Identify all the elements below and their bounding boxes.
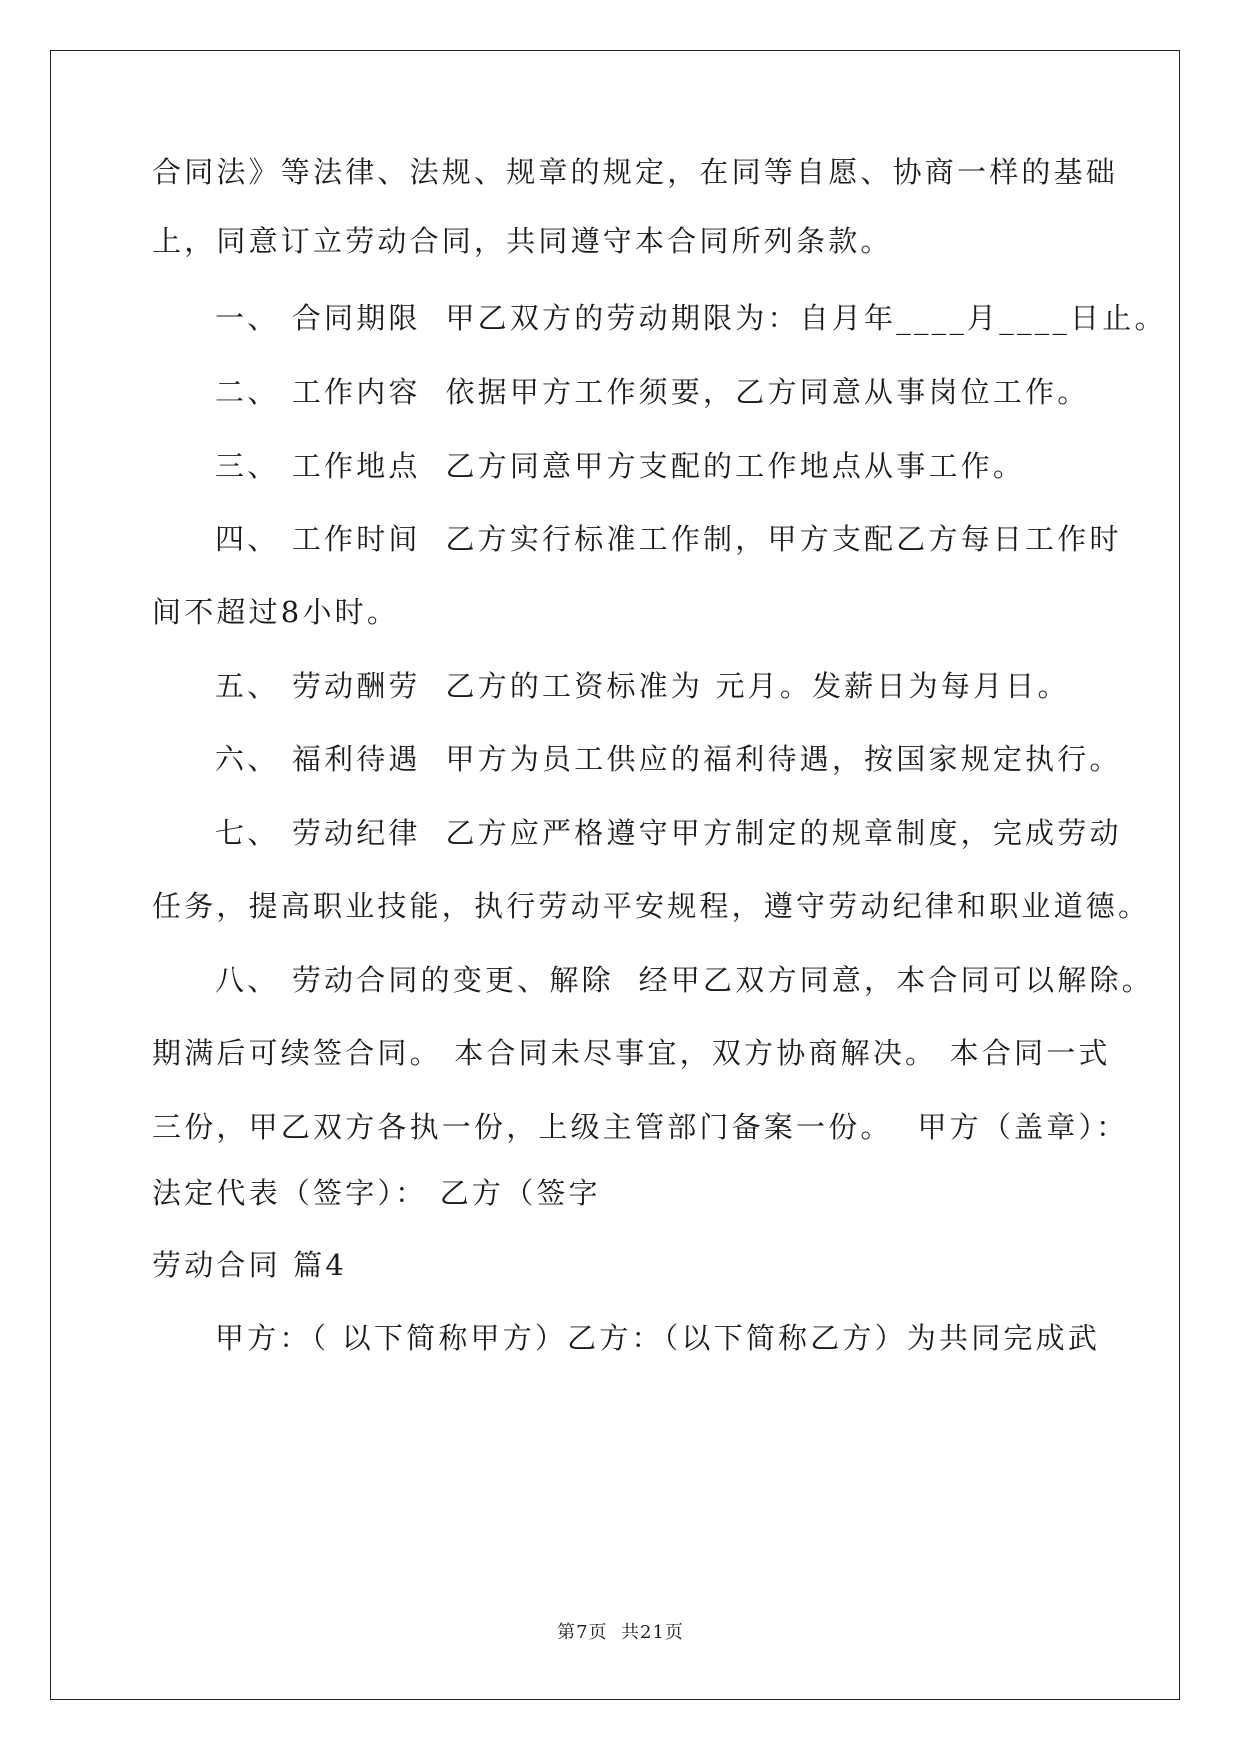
page-number: 第7页 共21页 <box>557 1622 684 1643</box>
clause-5-pay: 五、 劳动酬劳 乙方的工资标准为 元月。发薪日为每月日。 <box>215 669 1070 703</box>
clause-6-benefits: 六、 福利待遇 甲方为员工供应的福利待遇，按国家规定执行。 <box>215 742 1122 776</box>
body-line-1: 合同法》等法律、法规、规章的规定，在同等自愿、协商一样的基础 <box>152 155 1119 189</box>
clause-1-term: 一、 合同期限 甲乙双方的劳动期限为：自月年____月____日止。 <box>215 301 1167 335</box>
clause-4-hours: 四、 工作时间 乙方实行标准工作制，甲方支配乙方每日工作时 <box>215 522 1122 556</box>
clause-7-discipline-cont: 任务，提高职业技能，执行劳动平安规程，遵守劳动纪律和职业道德。 <box>152 889 1151 923</box>
signature-line: 法定代表（签字）： 乙方（签字 <box>152 1176 601 1210</box>
parties-line: 甲方：（ 以下简称甲方）乙方：（以下简称乙方）为共同完成武 <box>215 1321 1101 1355</box>
clause-2-content: 二、 工作内容 依据甲方工作须要，乙方同意从事岗位工作。 <box>215 375 1090 409</box>
clause-3-location: 三、 工作地点 乙方同意甲方支配的工作地点从事工作。 <box>215 449 1026 483</box>
body-line-2: 上，同意订立劳动合同，共同遵守本合同所列条款。 <box>152 224 893 258</box>
section-heading: 劳动合同 篇4 <box>152 1248 348 1282</box>
clause-7-discipline: 七、 劳动纪律 乙方应严格遵守甲方制定的规章制度，完成劳动 <box>215 816 1122 850</box>
clause-4-hours-cont: 间不超过8小时。 <box>152 595 400 629</box>
clause-8-change-cont: 期满后可续签合同。 本合同未尽事宜，双方协商解决。 本合同一式 <box>152 1036 1111 1070</box>
copies-line: 三份，甲乙双方各执一份，上级主管部门备案一份。 甲方（盖章）： <box>152 1110 1129 1144</box>
clause-8-change: 八、 劳动合同的变更、解除 经甲乙双方同意，本合同可以解除。 <box>215 963 1154 997</box>
